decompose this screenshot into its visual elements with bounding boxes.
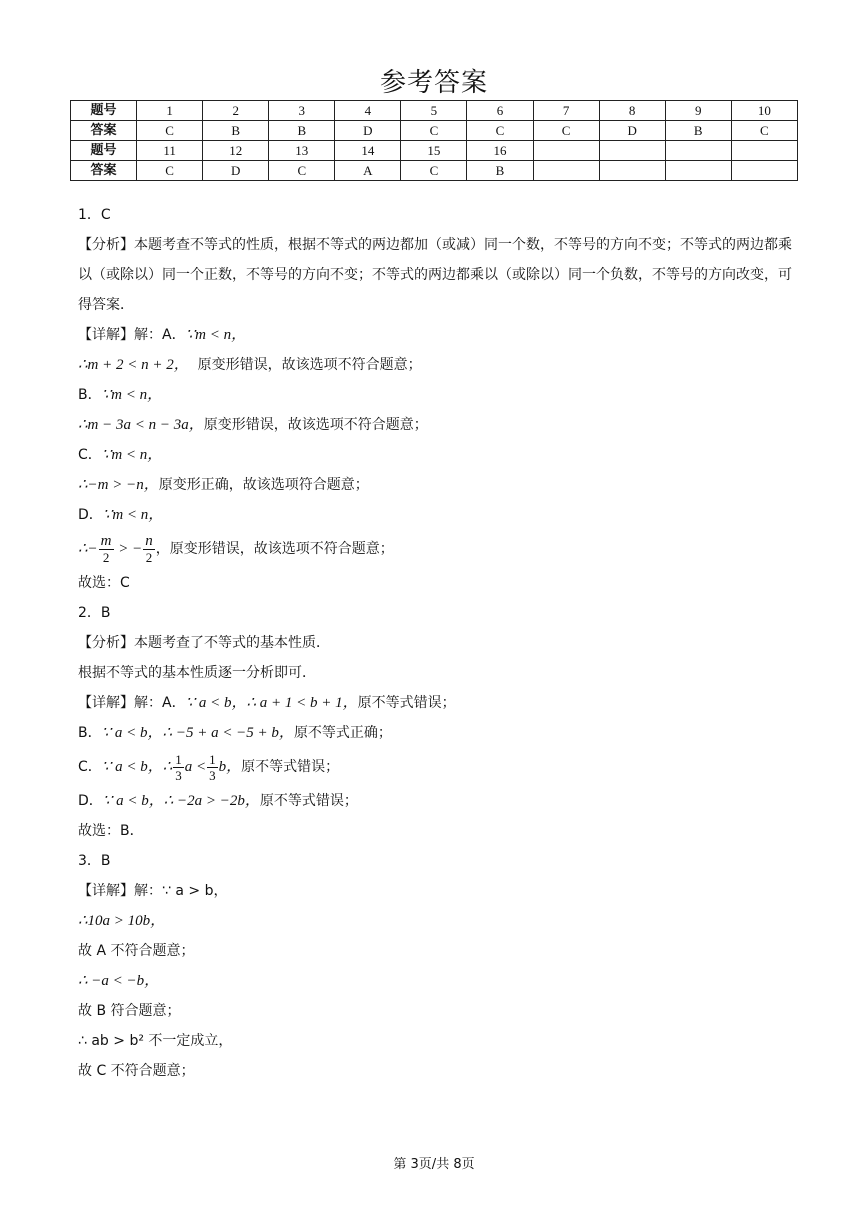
table-cell: 7 — [533, 101, 599, 121]
q1-b-prefix: B． — [78, 387, 102, 403]
table-cell — [533, 161, 599, 181]
table-cell: 15 — [401, 141, 467, 161]
row-header: 题号 — [71, 141, 137, 161]
q3-line: ∴ ab > b² 不一定成立， — [78, 1033, 233, 1049]
q3-line: 故 C 不符合题意； — [78, 1063, 195, 1079]
table-cell: C — [401, 161, 467, 181]
q2-b-comment: 原不等式正确； — [293, 725, 392, 741]
q2-a-line — [78, 688, 798, 718]
q1-c-line — [78, 470, 798, 500]
q1-c-comment: 原变形正确，故该选项符合题意； — [158, 477, 369, 493]
q2-analysis: 【分析】本题考查了不等式的基本性质． — [78, 635, 330, 651]
q1-head: 1．C — [78, 207, 111, 223]
table-cell: D — [599, 121, 665, 141]
q2-head: 2．B — [78, 605, 111, 621]
q1-c-prefix: C． — [78, 447, 102, 463]
table-cell: 4 — [335, 101, 401, 121]
row-header: 答案 — [71, 121, 137, 141]
q1-d-line — [78, 530, 798, 568]
fraction-numerator: n — [145, 532, 153, 549]
fraction-numerator: m — [100, 532, 112, 549]
q2-c-prefix: C． — [78, 759, 102, 775]
table-cell: 2 — [203, 101, 269, 121]
q1-analysis: 【分析】本题考查不等式的性质，根据不等式的两边都加（或减）同一个数，不等号的方向不变；不等式的两边都乘以（或除以）同一个正数，不等号的方向不变；不等式的两边都乘以（或除以）同一个负数，不等号的方向改变，可得答案． — [78, 237, 792, 313]
q1-a-line — [78, 350, 798, 380]
q1-a-result: ∴m + 2 < n + 2， — [78, 357, 189, 373]
table-cell: C — [269, 161, 335, 181]
fraction-denominator: 3 — [209, 767, 216, 783]
q2-choice: 故选：B． — [78, 823, 144, 839]
q2-d-comment: 原不等式错误； — [259, 793, 358, 809]
row-header: 答案 — [71, 161, 137, 181]
table-cell: C — [533, 121, 599, 141]
table-row — [71, 101, 798, 121]
fraction — [207, 752, 218, 783]
table-cell: 8 — [599, 101, 665, 121]
table-cell: D — [203, 161, 269, 181]
q1-b-head — [78, 380, 798, 410]
q3-line: ∴ −a < −b， — [78, 973, 160, 989]
table-cell: 1 — [137, 101, 203, 121]
q3-head: 3．B — [78, 853, 111, 869]
table-cell — [665, 141, 731, 161]
q2-d-math: ∵ a < b，∴ −2a > −2b， — [102, 793, 260, 809]
table-cell: 5 — [401, 101, 467, 121]
q3-line: 故 A 不符合题意； — [78, 943, 195, 959]
table-cell — [533, 141, 599, 161]
q1-d-mid: > − — [114, 541, 143, 557]
q2-detail-prefix: 【详解】解：A． — [78, 695, 186, 711]
table-cell — [599, 141, 665, 161]
q1-d-prefix: D． — [78, 507, 103, 523]
q2-c-mid: a < — [184, 759, 207, 775]
fraction — [143, 534, 155, 565]
q3-line: ∴10a > 10b， — [78, 913, 166, 929]
q2-b-math: ∵ a < b，∴ −5 + a < −5 + b， — [101, 725, 294, 741]
answer-body — [78, 200, 798, 1086]
q1-b-result: ∴m − 3a < n − 3a， — [78, 417, 204, 433]
table-cell — [731, 161, 797, 181]
table-cell: A — [335, 161, 401, 181]
table-cell: 14 — [335, 141, 401, 161]
table-cell: 9 — [665, 101, 731, 121]
q3-line: 故 B 符合题意； — [78, 1003, 181, 1019]
fraction-denominator: 2 — [102, 549, 110, 565]
q1-b-comment: 原变形错误，故该选项不符合题意； — [203, 417, 428, 433]
q1-c-given: ∵m < n， — [101, 447, 163, 463]
table-cell: 16 — [467, 141, 533, 161]
q2-c-line — [78, 748, 798, 786]
table-cell: 13 — [269, 141, 335, 161]
row-header: 题号 — [71, 101, 137, 121]
fraction-denominator: 2 — [145, 549, 153, 565]
table-cell — [665, 161, 731, 181]
answer-table — [70, 100, 798, 181]
q1-a-given: ∵m < n， — [185, 327, 247, 343]
fraction-denominator: 3 — [175, 767, 182, 783]
q1-choice: 故选：C — [78, 575, 130, 591]
q3-detail: 【详解】解：∵ a > b， — [78, 883, 228, 899]
q2-a-math: ∵ a < b，∴ a + 1 < b + 1， — [185, 695, 358, 711]
table-cell: B — [467, 161, 533, 181]
table-cell: C — [731, 121, 797, 141]
q1-b-given: ∵m < n， — [101, 387, 163, 403]
q1-b-line — [78, 410, 798, 440]
q2-b-line — [78, 718, 798, 748]
table-cell: 6 — [467, 101, 533, 121]
table-row — [71, 121, 798, 141]
table-cell — [599, 161, 665, 181]
table-cell: 12 — [203, 141, 269, 161]
q2-d-line — [78, 786, 798, 816]
q2-a-comment: 原不等式错误； — [357, 695, 456, 711]
table-cell: C — [137, 161, 203, 181]
q1-detail-a — [78, 320, 798, 350]
fraction-numerator: 1 — [175, 751, 182, 767]
page-footer: 第 3页/共 8页 — [393, 1157, 475, 1172]
table-cell: 11 — [137, 141, 203, 161]
q1-a-comment: 原变形错误，故该选项不符合题意； — [197, 357, 422, 373]
q2-d-prefix: D． — [78, 793, 103, 809]
table-row — [71, 141, 798, 161]
fraction — [99, 534, 114, 565]
table-cell: C — [401, 121, 467, 141]
table-cell: B — [269, 121, 335, 141]
table-cell: 10 — [731, 101, 797, 121]
q2-c-end: b， — [218, 759, 242, 775]
q2-c-given: ∵ a < b，∴ — [101, 759, 173, 775]
q1-d-therefore: ∴− — [78, 541, 98, 557]
table-cell — [731, 141, 797, 161]
q1-c-result: ∴−m > −n， — [78, 477, 159, 493]
q1-d-given: ∵m < n， — [102, 507, 164, 523]
q2-method: 根据不等式的基本性质逐一分析即可． — [78, 665, 316, 681]
fraction-numerator: 1 — [209, 751, 216, 767]
page-title: 参考答案 — [379, 68, 488, 98]
table-cell: C — [137, 121, 203, 141]
table-cell: 3 — [269, 101, 335, 121]
table-cell: B — [665, 121, 731, 141]
table-cell: B — [203, 121, 269, 141]
fraction — [173, 752, 184, 783]
q1-c-head — [78, 440, 798, 470]
q1-detail-prefix: 【详解】解：A． — [78, 327, 186, 343]
table-row — [71, 161, 798, 181]
table-cell: C — [467, 121, 533, 141]
q2-c-comment: 原不等式错误； — [241, 759, 340, 775]
q1-d-head — [78, 500, 798, 530]
q2-b-prefix: B． — [78, 725, 102, 741]
q1-d-comment: ，原变形错误，故该选项不符合题意； — [155, 541, 394, 557]
table-cell: D — [335, 121, 401, 141]
